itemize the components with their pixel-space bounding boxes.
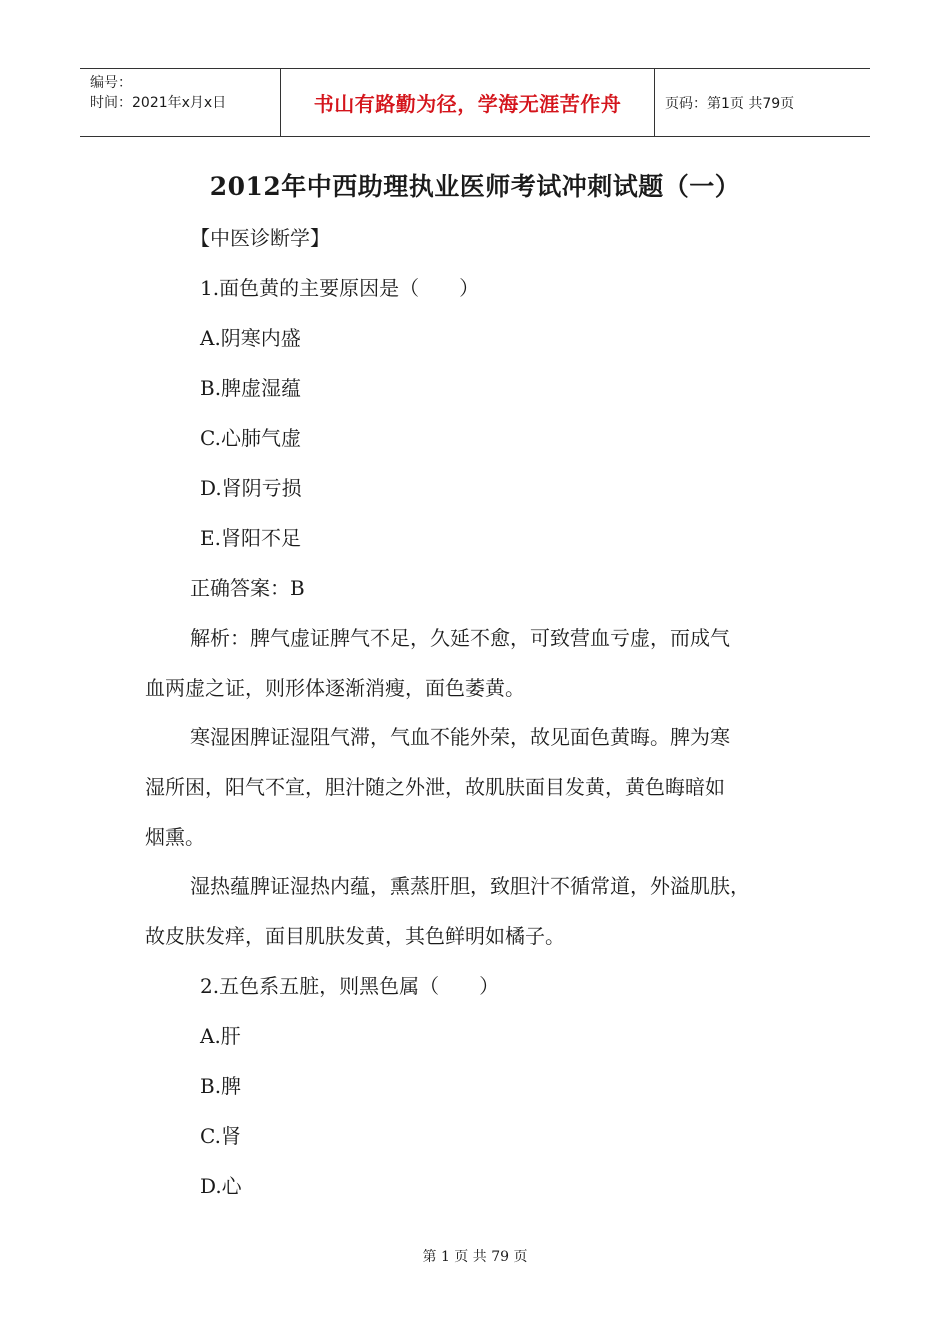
page-footer: 第 1 页 共 79 页: [422, 1249, 528, 1265]
q1-option-a: A.阴寒内盛: [200, 326, 301, 350]
question-1: 1.面色黄的主要原因是（ ）: [200, 276, 480, 300]
analysis-line-1: 解析：脾气虚证脾气不足，久延不愈，可致营血亏虚，而成气: [190, 626, 730, 650]
q2-option-a: A.肝: [200, 1024, 241, 1048]
date-label: 时间：2021年x月x日: [90, 95, 227, 111]
q1-option-e: E.肾阳不足: [200, 526, 301, 550]
q2-option-b: B.脾: [200, 1074, 242, 1098]
paragraph-3-line-1: 湿热蕴脾证湿热内蕴，熏蒸肝胆，致胆汁不循常道，外溢肌肤，: [190, 874, 750, 898]
paragraph-2-line-2: 湿所困，阳气不宣，胆汁随之外泄，故肌肤面目发黄，黄色晦暗如: [145, 775, 725, 799]
document-title: 2012年中西助理执业医师考试冲刺试题（一）: [209, 172, 741, 201]
q1-option-c: C.心肺气虚: [200, 426, 301, 450]
number-label: 编号：: [90, 75, 132, 91]
paragraph-2-line-1: 寒湿困脾证湿阻气滞，气血不能外荣，故见面色黄晦。脾为寒: [190, 725, 730, 749]
paragraph-2-line-3: 烟熏。: [145, 825, 205, 849]
analysis-line-2: 血两虚之证，则形体逐渐消瘦，面色萎黄。: [145, 676, 525, 700]
q2-option-d: D.心: [200, 1174, 242, 1198]
question-2: 2.五色系五脏，则黑色属（ ）: [200, 974, 500, 998]
motto: 书山有路勤为径，学海无涯苦作舟: [281, 69, 655, 136]
section-heading: 【中医诊断学】: [190, 226, 330, 250]
q2-option-c: C.肾: [200, 1124, 241, 1148]
paragraph-3-line-2: 故皮肤发痒，面目肌肤发黄，其色鲜明如橘子。: [145, 924, 565, 948]
page-info: 页码：第1页 共79页: [665, 95, 795, 112]
header-table: [80, 68, 870, 137]
q1-answer: 正确答案：B: [190, 576, 305, 600]
header-meta-cell: [80, 69, 281, 136]
q1-option-d: D.肾阴亏损: [200, 476, 302, 500]
q1-option-b: B.脾虚湿蕴: [200, 376, 302, 400]
